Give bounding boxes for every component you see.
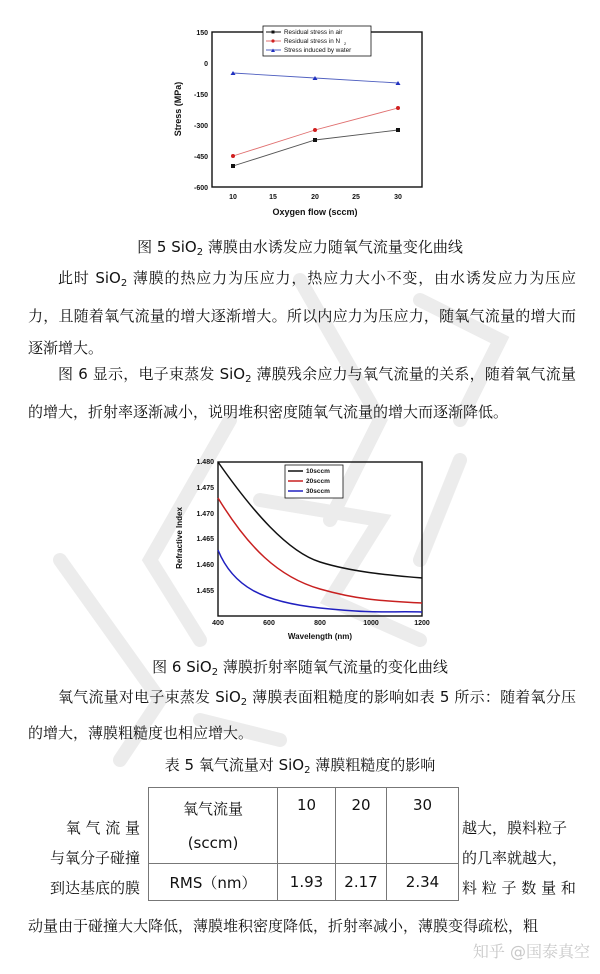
refractive-index-chart bbox=[168, 452, 438, 647]
table-header-label: 氧气流量 (sccm) bbox=[149, 788, 278, 864]
svg-text:800: 800 bbox=[314, 620, 326, 627]
svg-text:-150: -150 bbox=[193, 92, 208, 99]
table-row bbox=[149, 864, 459, 901]
paragraph-roughness: 氧气流量对电子束蒸发 SiO$_2$ 薄膜表面粗糙度的影响如表 5 所示：随着氧分压的增大，薄膜粗糙度也相应增大。 bbox=[28, 688, 576, 742]
figure6-caption: 图 6 SiO$_2$ 薄膜折射率随氧气流量的变化曲线 bbox=[152, 658, 448, 678]
table-row-label: RMS（nm） bbox=[149, 864, 278, 901]
svg-text:1000: 1000 bbox=[363, 620, 379, 627]
svg-text:10: 10 bbox=[229, 194, 237, 201]
zhihu-watermark: 知乎 @国泰真空 bbox=[472, 942, 590, 961]
table-cell: 1.93 bbox=[278, 864, 336, 901]
svg-text:Wavelength (nm): Wavelength (nm) bbox=[287, 632, 353, 641]
svg-text:-300: -300 bbox=[193, 123, 208, 130]
svg-text:Stress induced by water: Stress induced by water bbox=[284, 47, 352, 54]
table-header-cell: 30 bbox=[387, 788, 459, 864]
roughness-table bbox=[148, 787, 459, 901]
svg-text:Oxygen flow (sccm): Oxygen flow (sccm) bbox=[272, 207, 358, 217]
svg-text:0: 0 bbox=[204, 61, 208, 68]
svg-text:Refractive Index: Refractive Index bbox=[175, 507, 184, 569]
wrap-text-left: 氧 气 流 量 与氧分子碰撞 到达基底的膜 bbox=[49, 819, 140, 897]
stress-chart bbox=[165, 22, 425, 222]
wrap-text-right: 越大，膜料粒子 的几率就越大， 料 粒 子 数 量 和 bbox=[462, 819, 576, 897]
svg-text:10sccm: 10sccm bbox=[306, 468, 330, 475]
figure5-caption: 图 5 SiO$_2$ 薄膜由水诱发应力随氧气流量变化曲线 bbox=[137, 238, 463, 258]
table-header-cell: 20 bbox=[336, 788, 387, 864]
table5-caption: 表 5 氧气流量对 SiO$_2$ 薄膜粗糙度的影响 bbox=[164, 756, 436, 776]
svg-text:2: 2 bbox=[344, 41, 347, 46]
svg-text:15: 15 bbox=[269, 194, 277, 201]
svg-text:1.470: 1.470 bbox=[196, 511, 214, 518]
svg-text:1.455: 1.455 bbox=[196, 588, 214, 595]
svg-text:Residual stress in air: Residual stress in air bbox=[284, 29, 343, 36]
table-cell: 2.34 bbox=[387, 864, 459, 901]
svg-text:30sccm: 30sccm bbox=[306, 488, 330, 495]
svg-text:1.465: 1.465 bbox=[196, 536, 214, 543]
svg-text:400: 400 bbox=[212, 620, 224, 627]
paragraph-last-line: 动量由于碰撞大大降低，薄膜堆积密度降低，折射率减小，薄膜变得疏松，粗 bbox=[28, 917, 539, 935]
svg-text:20sccm: 20sccm bbox=[306, 478, 330, 485]
paragraph-figure6-description: 图 6 显示，电子束蒸发 SiO$_2$ 薄膜残余应力与氧气流量的关系，随着氧气流量的增大，折射率逐渐减小，说明堆积密度随氧气流量的增大而逐渐降低。 bbox=[28, 365, 576, 421]
svg-text:Residual stress in N: Residual stress in N bbox=[284, 38, 340, 45]
svg-text:-450: -450 bbox=[193, 154, 208, 161]
svg-text:30: 30 bbox=[394, 194, 402, 201]
svg-text:Stress (MPa): Stress (MPa) bbox=[173, 81, 183, 137]
svg-text:-600: -600 bbox=[193, 185, 208, 192]
table-header-row bbox=[149, 788, 459, 864]
svg-text:600: 600 bbox=[263, 620, 275, 627]
svg-text:20: 20 bbox=[311, 194, 319, 201]
svg-text:150: 150 bbox=[196, 30, 208, 37]
table-cell: 2.17 bbox=[336, 864, 387, 901]
svg-text:1.480: 1.480 bbox=[196, 459, 214, 466]
svg-text:1.475: 1.475 bbox=[196, 485, 214, 492]
table-header-cell: 10 bbox=[278, 788, 336, 864]
svg-text:1.460: 1.460 bbox=[196, 562, 214, 569]
svg-text:1200: 1200 bbox=[414, 620, 430, 627]
svg-text:25: 25 bbox=[352, 194, 360, 201]
paragraph-thermal-stress: 此时 SiO$_2$ 薄膜的热应力为压应力，热应力大小不变，由水诱发应力为压应力，且随着氧气流量的增大逐渐增大。所以内应力为压应力，随氧气流量的增大而逐渐增大。 bbox=[28, 269, 576, 357]
